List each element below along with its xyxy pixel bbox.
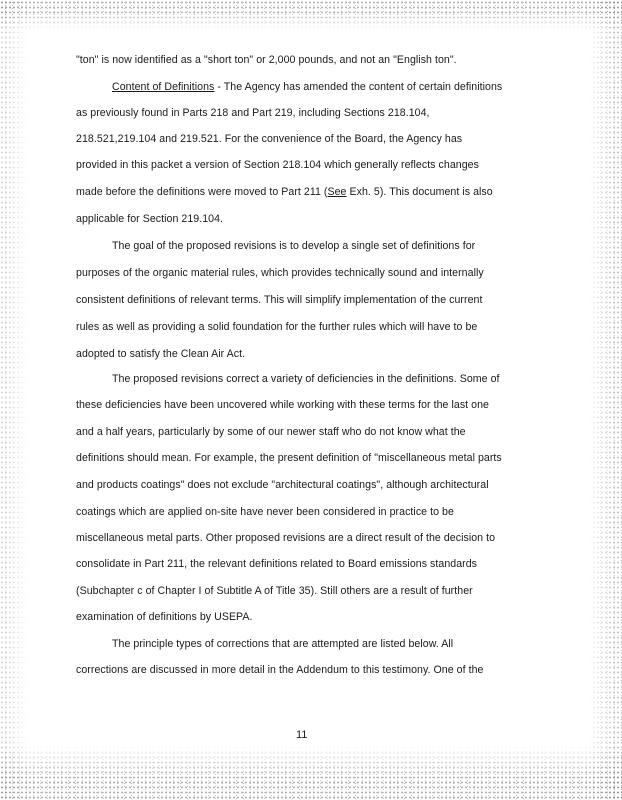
scan-noise-left (0, 0, 28, 800)
scan-noise-right (588, 0, 622, 800)
text-line: consistent definitions of relevant terms. This will simplify implementation of the current (76, 294, 483, 306)
text-line: The principle types of corrections that are attempted are listed below. All (112, 638, 454, 650)
text-line: adopted to satisfy the Clean Air Act. (76, 348, 246, 360)
scan-noise-bottom (0, 745, 622, 800)
text-line: miscellaneous metal parts. Other proposed revisions are a direct result of the decision to (76, 532, 496, 544)
see-line-before: made before the definitions were moved to Part 211 ( (76, 186, 328, 198)
section-heading-rest: - The Agency has amended the content of certain definitions (214, 81, 503, 93)
text-line: these deficiencies have been uncovered while working with these terms for the last one (76, 399, 489, 411)
text-line: applicable for Section 219.104. (76, 213, 224, 225)
text-line: (Subchapter c of Chapter I of Subtitle A of Title 35). Still others are a result of further (76, 585, 473, 597)
text-line: corrections are discussed in more detail in the Addendum to this testimony. One of the (76, 664, 484, 676)
text-line: purposes of the organic material rules, which provides technically sound and internally (76, 267, 484, 279)
text-line: rules as well as providing a solid foundation for the further rules which will have to be (76, 321, 478, 333)
text-line: The proposed revisions correct a variety of deficiencies in the definitions. Some of (112, 373, 500, 385)
scan-noise-top (0, 0, 622, 30)
see-reference-line (76, 185, 493, 199)
text-line: definitions should mean. For example, the present definition of "miscellaneous metal parts (76, 452, 502, 464)
page-number: 11 (296, 729, 308, 741)
text-line: consolidate in Part 211, the relevant definitions related to Board emissions standards (76, 558, 478, 570)
text-line: 218.521,219.104 and 219.521. For the convenience of the Board, the Agency has (76, 133, 463, 145)
see-reference: See (327, 186, 347, 198)
text-line: "ton" is now identified as a "short ton" or 2,000 pounds, and not an "English ton". (76, 54, 457, 66)
text-line: and products coatings" does not exclude "architectural coatings", although architectural (76, 479, 489, 491)
section-heading-line (112, 80, 502, 94)
text-line: examination of definitions by USEPA. (76, 611, 253, 623)
text-line: provided in this packet a version of Section 218.104 which generally reflects changes (76, 159, 479, 171)
text-line: as previously found in Parts 218 and Part 219, including Sections 218.104, (76, 107, 430, 119)
text-line: coatings which are applied on-site have never been considered in practice to be (76, 506, 454, 518)
text-line: and a half years, particularly by some of our newer staff who do not know what the (76, 426, 466, 438)
text-line: The goal of the proposed revisions is to develop a single set of definitions for (112, 240, 476, 252)
section-heading: Content of Definitions (112, 81, 215, 93)
see-line-after: Exh. 5). This document is also (346, 186, 493, 198)
